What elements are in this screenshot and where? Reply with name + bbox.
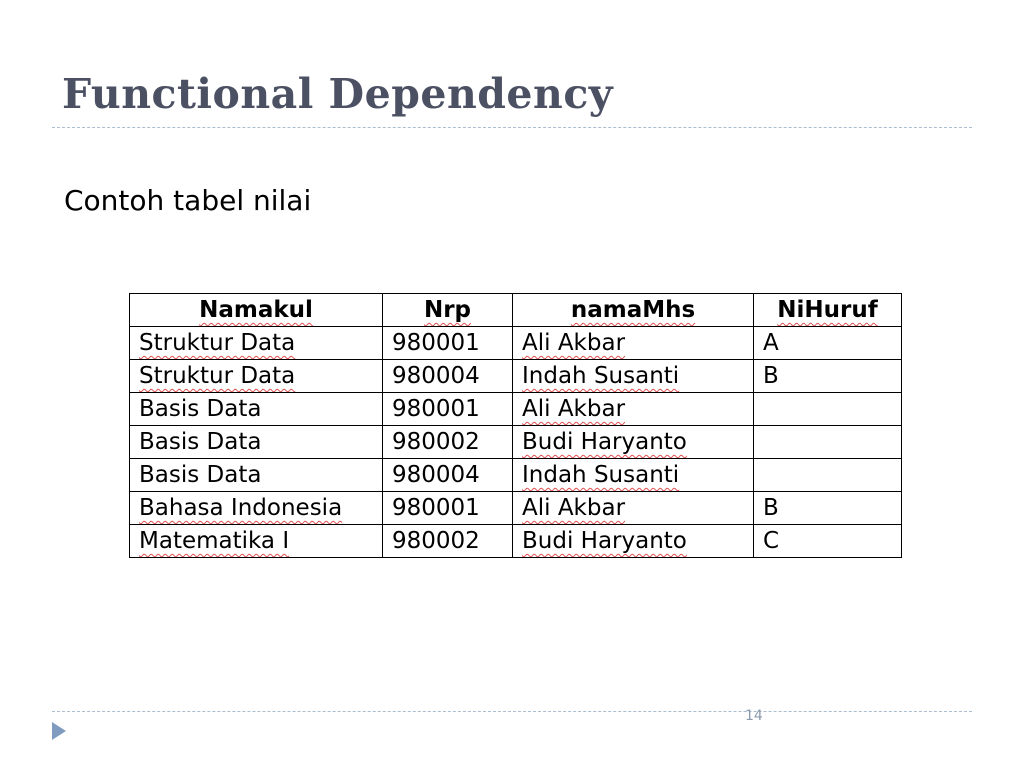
cell-namakul: Basis Data — [130, 459, 383, 492]
header-nrp: Nrp — [383, 294, 513, 327]
cell-nihuruf: B — [754, 360, 902, 393]
page-number: 14 — [745, 708, 763, 724]
table-row — [130, 327, 902, 360]
cell-namamhs: Ali Akbar — [513, 492, 754, 525]
play-arrow-icon — [52, 722, 66, 740]
slide-subtitle: Contoh tabel nilai — [64, 184, 312, 217]
table-row — [130, 459, 902, 492]
cell-namamhs: Indah Susanti — [513, 459, 754, 492]
table-row — [130, 492, 902, 525]
footer-divider — [52, 711, 972, 712]
table-row — [130, 525, 902, 558]
cell-namamhs: Indah Susanti — [513, 360, 754, 393]
header-nihuruf: NiHuruf — [754, 294, 902, 327]
cell-nihuruf — [754, 459, 902, 492]
table-row — [130, 360, 902, 393]
table-header-row — [130, 294, 902, 327]
cell-namamhs: Budi Haryanto — [513, 525, 754, 558]
cell-nrp: 980004 — [383, 459, 513, 492]
cell-namamhs: Ali Akbar — [513, 393, 754, 426]
cell-nihuruf: B — [754, 492, 902, 525]
cell-namakul: Basis Data — [130, 426, 383, 459]
cell-namakul: Basis Data — [130, 393, 383, 426]
cell-namakul: Bahasa Indonesia — [130, 492, 383, 525]
nilai-table — [129, 293, 902, 558]
header-namamhs: namaMhs — [513, 294, 754, 327]
cell-nrp: 980001 — [383, 492, 513, 525]
cell-nihuruf — [754, 393, 902, 426]
cell-nihuruf — [754, 426, 902, 459]
cell-nrp: 980001 — [383, 327, 513, 360]
cell-namakul: Struktur Data — [130, 360, 383, 393]
cell-nihuruf: A — [754, 327, 902, 360]
cell-nrp: 980002 — [383, 525, 513, 558]
table-row — [130, 426, 902, 459]
cell-namakul: Matematika I — [130, 525, 383, 558]
cell-nihuruf: C — [754, 525, 902, 558]
cell-nrp: 980004 — [383, 360, 513, 393]
slide-title: Functional Dependency — [62, 70, 614, 118]
cell-namamhs: Budi Haryanto — [513, 426, 754, 459]
cell-nrp: 980001 — [383, 393, 513, 426]
table-row — [130, 393, 902, 426]
cell-namamhs: Ali Akbar — [513, 327, 754, 360]
header-namakul: Namakul — [130, 294, 383, 327]
cell-nrp: 980002 — [383, 426, 513, 459]
title-divider — [52, 127, 972, 128]
cell-namakul: Struktur Data — [130, 327, 383, 360]
